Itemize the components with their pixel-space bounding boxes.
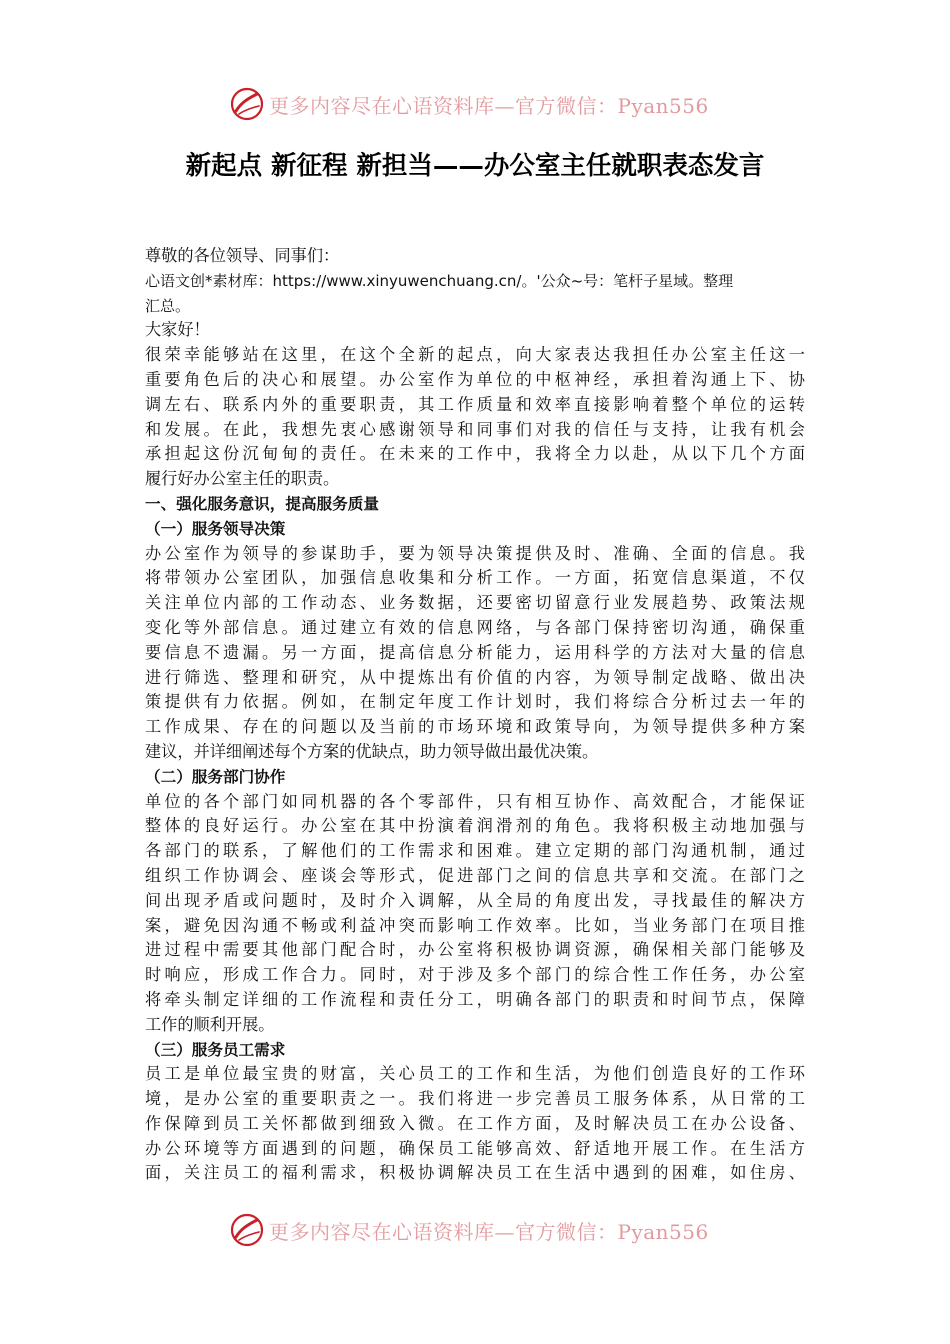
body-text-line: 整体的良好运行。办公室在其中扮演着润滑剂的角色。我将积极主动地加强与	[145, 816, 805, 836]
body-text-line: 将牵头制定详细的工作流程和责任分工，明确各部门的职责和时间节点，保障	[145, 989, 805, 1009]
body-text-line: 尊敬的各位领导、同事们：	[145, 246, 340, 265]
body-text-line: 履行好办公室主任的职责。	[145, 469, 340, 489]
body-text-line: 和发展。在此，我想先衷心感谢领导和同事们对我的信任与支持，让我有机会	[145, 419, 805, 439]
body-text-line: 承担起这份沉甸甸的责任。在未来的工作中，我将全力以赴，从以下几个方面	[145, 444, 805, 464]
section-heading: （二）服务部门协作	[145, 767, 286, 786]
body-text-line: 将带领办公室团队，加强信息收集和分析工作。一方面，拓宽信息渠道，不仅	[145, 568, 805, 588]
body-text-line: 间出现矛盾或问题时，及时介入调解，从全局的角度出发，寻找最佳的解决方	[145, 890, 805, 910]
header-watermark-banner	[0, 82, 950, 126]
body-text-line: 进过程中需要其他部门配合时，办公室将积极协调资源，确保相关部门能够及	[145, 940, 805, 960]
section-heading: （一）服务领导决策	[145, 519, 286, 538]
document-body	[145, 244, 805, 1186]
body-text-line: 工作成果、存在的问题以及当前的市场环境和政策导向，为领导提供多种方案	[145, 717, 805, 737]
body-text-line: 单位的各个部门如同机器的各个零部件，只有相互协作、高效配合，才能保证	[145, 791, 805, 811]
footer-watermark-banner	[0, 1208, 950, 1252]
body-text-line: 变化等外部信息。通过建立有效的信息网络，与各部门保持密切沟通，确保重	[145, 617, 805, 637]
body-text-line: 调左右、联系内外的重要职责，其工作质量和效率直接影响着整个单位的运转	[145, 394, 805, 414]
body-text-line: 办公室作为领导的参谋助手，要为领导决策提供及时、准确、全面的信息。我	[145, 543, 805, 563]
body-text-line: 员工是单位最宝贵的财富，关心员工的工作和生活，为他们创造良好的工作环	[145, 1064, 805, 1084]
section-heading: 一、强化服务意识，提高服务质量	[145, 494, 379, 513]
document-title: 新起点 新征程 新担当——办公室主任就职表态发言	[185, 151, 765, 181]
body-text-line: 要信息不遗漏。另一方面，提高信息分析能力，运用科学的方法对大量的信息	[145, 642, 805, 662]
pen-signature-icon	[229, 1212, 265, 1248]
body-text-line: 工作的顺利开展。	[145, 1014, 275, 1034]
body-text-line: 作保障到员工关怀都做到细致入微。在工作方面，及时解决员工在办公设备、	[145, 1113, 805, 1133]
body-text-line: 重要角色后的决心和展望。办公室作为单位的中枢神经，承担着沟通上下、协	[145, 369, 805, 389]
body-text-line: 时响应，形成工作合力。同时，对于涉及多个部门的综合性工作任务，办公室	[145, 965, 805, 985]
section-heading: （三）服务员工需求	[145, 1040, 286, 1059]
body-text-line: 办公环境等方面遇到的问题，确保员工能够高效、舒适地开展工作。在生活方	[145, 1138, 805, 1158]
body-text-line: 各部门的联系，了解他们的工作需求和困难。建立定期的部门沟通机制，通过	[145, 841, 805, 861]
body-text-line: 很荣幸能够站在这里，在这个全新的起点，向大家表达我担任办公室主任这一	[145, 345, 805, 365]
pen-signature-icon	[229, 86, 265, 122]
body-text-line: 策提供有力依据。例如，在制定年度工作计划时，我们将综合分析过去一年的	[145, 692, 805, 712]
body-text-line: 案，避免因沟通不畅或利益冲突而影响工作效率。比如，当业务部门在项目推	[145, 915, 805, 935]
body-text-line: 组织工作协调会、座谈会等形式，促进部门之间的信息共享和交流。在部门之	[145, 865, 805, 885]
body-text-line: 心语文创*素材库：https://www.xinyuwenchuang.cn/。'公众~号：笔杆子星域。整理	[145, 271, 734, 290]
body-text-line: 汇总。	[145, 296, 191, 315]
body-text-line: 境，是办公室的重要职责之一。我们将进一步完善员工服务体系，从日常的工	[145, 1089, 805, 1109]
body-text-line: 建议，并详细阐述每个方案的优缺点，助力领导做出最优决策。	[145, 741, 599, 761]
body-text-line: 关注单位内部的工作动态、业务数据，还要密切留意行业发展趋势、政策法规	[145, 593, 805, 613]
body-text-line: 面，关注员工的福利需求，积极协调解决员工在生活中遇到的困难，如住房、	[145, 1163, 805, 1183]
watermark-text: 更多内容尽在心语资料库—官方微信：Pyan556	[269, 1219, 709, 1244]
watermark-text: 更多内容尽在心语资料库—官方微信：Pyan556	[269, 93, 709, 118]
body-text-line: 进行筛选、整理和研究，从中提炼出有价值的内容，为领导制定战略、做出决	[145, 667, 805, 687]
body-text-line: 大家好！	[145, 320, 210, 340]
